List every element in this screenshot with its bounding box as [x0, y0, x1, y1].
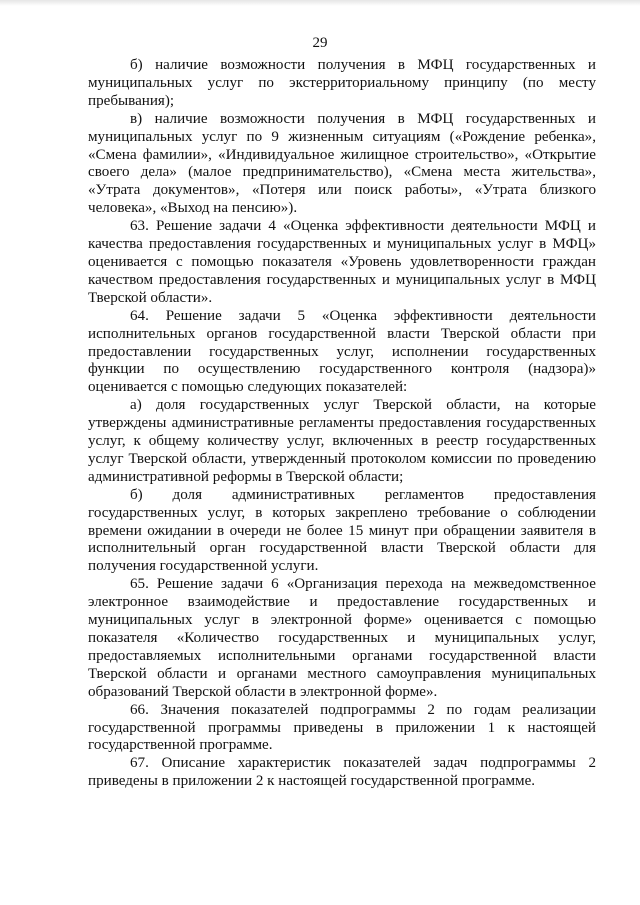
paragraph-b-exterritorial: б) наличие возможности получения в МФЦ государственных и муниципальных услуг по экстерриториальному принципу (по месту пребывания); — [88, 57, 596, 109]
paragraph-67: 67. Описание характеристик показателей задач подпрограммы 2 приведены в приложении 2 к настоящей государственной программе. — [88, 755, 596, 790]
document-body — [88, 57, 596, 791]
paragraph-v-life-situations: в) наличие возможности получения в МФЦ государственных и муниципальных услуг по 9 жизненным ситуациям («Рождение ребенка», «Смена фамилии», «Индивидуальное жилищное строительство», «Открытие своего дела» (малое предпринимательство), «Смена места жительства», «Утрата документов», «Потеря или поиск работы», «Утрата близкого человека», «Выход на пенсию»). — [88, 110, 596, 217]
page-number: 29 — [312, 35, 328, 51]
paragraph-a-share-services: а) доля государственных услуг Тверской области, на которые утверждены административные регламенты предоставления государственных услуг, к общему количеству услуг, включенных в реестр государственных услуг Тверской области, утвержденный протоколом комиссии по проведению административной реформы в Тверской области; — [88, 397, 596, 485]
paragraph-64: 64. Решение задачи 5 «Оценка эффективности деятельности исполнительных органов государственной власти Тверской области при предоставлении государственных услуг, исполнении государственных функции по осуществлению государственного контроля (надзора)» оценивается с помощью следующих показателей: — [88, 307, 596, 396]
scan-edge — [0, 0, 640, 6]
paragraph-63: 63. Решение задачи 4 «Оценка эффективности деятельности МФЦ и качества предоставления государственных и муниципальных услуг в МФЦ» оценивается с помощью показателя «Уровень удовлетворенности граждан качеством предоставления государственных и муниципальных услуг в МФЦ Тверской области». — [88, 218, 596, 306]
paragraph-b-share-regulations: б) доля административных регламентов предоставления государственных услуг, в которых закреплено требование о соблюдении времени ожидании в очереди не более 15 минут при обращении заявителя в исполнительный орган государственной власти Тверской области для получения государственной услуги. — [88, 486, 596, 575]
paragraph-66: 66. Значения показателей подпрограммы 2 по годам реализации государственной программы приведены в приложении 1 к настоящей государственной программе. — [88, 701, 596, 754]
paragraph-65: 65. Решение задачи 6 «Организация перехода на межведомственное электронное взаимодействие и предоставление государственных и муниципальных услуг в электронной форме» оценивается с помощью показателя «Количество государственных и муниципальных услуг, предоставляемых исполнительными органами государственной власти Тверской области и органами местного самоуправления муниципальных образований Тверской области в электронной форме». — [88, 576, 596, 700]
